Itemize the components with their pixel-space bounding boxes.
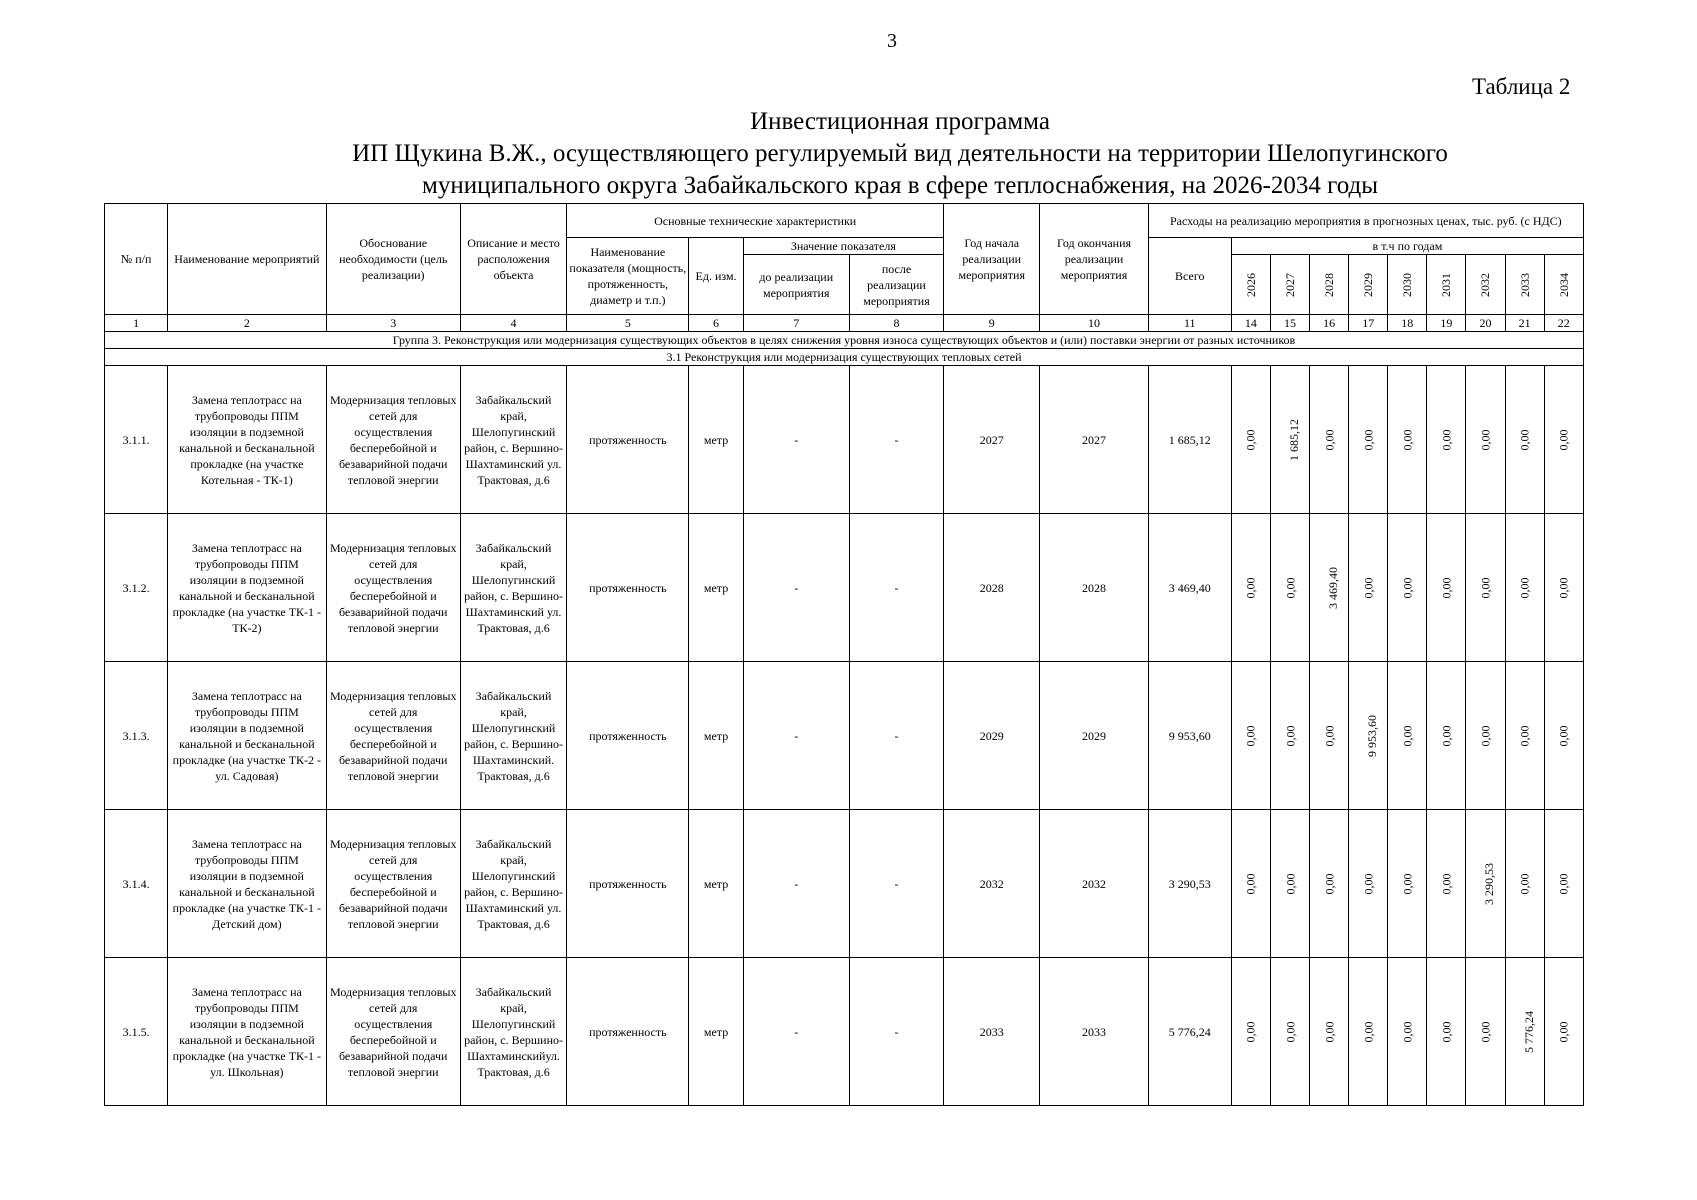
year-cost-cell	[1544, 366, 1583, 514]
year-cost-cell	[1466, 662, 1505, 810]
total-cost: 3 469,40	[1148, 514, 1231, 662]
header-year: 2029	[1349, 255, 1388, 315]
unit: метр	[689, 662, 743, 810]
total-cost: 3 290,53	[1148, 810, 1231, 958]
year-cost: 0,00	[1439, 725, 1454, 746]
year-cost: 0,00	[1478, 577, 1493, 598]
measure-place: Забайкальский край, Шелопугинский район, с. Вершино-Шахтаминскийул. Трактовая, д.6	[460, 958, 566, 1106]
indicator-name: протяженность	[567, 810, 689, 958]
header-year: 2027	[1270, 255, 1309, 315]
year-cost: 0,00	[1361, 429, 1376, 450]
year-cost-cell	[1544, 810, 1583, 958]
year-cost-cell	[1427, 810, 1466, 958]
year-cost-cell	[1505, 366, 1544, 514]
year-cost-cell	[1310, 366, 1349, 514]
year-cost: 0,00	[1439, 577, 1454, 598]
year-cost: 0,00	[1322, 1021, 1337, 1042]
year-cost-cell	[1349, 514, 1388, 662]
index-cell: 17	[1349, 315, 1388, 332]
year-cost-cell	[1544, 662, 1583, 810]
year-cost: 0,00	[1243, 725, 1258, 746]
year-cost: 0,00	[1517, 725, 1532, 746]
start-year: 2032	[944, 810, 1040, 958]
year-cost: 0,00	[1400, 873, 1415, 894]
year-cost-cell	[1231, 366, 1270, 514]
end-year: 2029	[1040, 662, 1148, 810]
year-cost-cell	[1388, 810, 1427, 958]
indicator-name: протяженность	[567, 366, 689, 514]
year-cost-cell	[1505, 514, 1544, 662]
index-cell: 6	[689, 315, 743, 332]
year-cost-cell	[1427, 958, 1466, 1106]
value-after: -	[849, 662, 943, 810]
year-cost: 0,00	[1556, 1021, 1571, 1042]
year-cost: 0,00	[1283, 577, 1297, 598]
year-cost-cell	[1427, 366, 1466, 514]
year-cost: 0,00	[1243, 577, 1258, 598]
year-cost: 0,00	[1361, 873, 1376, 894]
indicator-name: протяженность	[567, 958, 689, 1106]
total-cost: 5 776,24	[1148, 958, 1231, 1106]
index-cell: 21	[1505, 315, 1544, 332]
header-end: Год окончания реализации мероприятия	[1040, 204, 1148, 315]
year-cost: 0,00	[1478, 1021, 1493, 1042]
year-cost: 0,00	[1517, 873, 1532, 894]
header-tech: Основные технические характеристики	[567, 204, 944, 238]
header-reason: Обоснование необходимости (цель реализации)	[326, 204, 460, 315]
unit: метр	[689, 958, 743, 1106]
year-cost-cell	[1466, 810, 1505, 958]
measure-name: Замена теплотрасс на трубопроводы ППМ изоляции в подземной канальной и бесканальной прокладке (на участке ТК-2 - ул. Садовая)	[168, 662, 326, 810]
year-cost: 0,00	[1478, 429, 1493, 450]
header-place: Описание и место расположения объекта	[460, 204, 566, 315]
year-cost: 0,00	[1517, 577, 1532, 598]
value-before: -	[743, 958, 849, 1106]
year-cost-cell	[1505, 810, 1544, 958]
measure-place: Забайкальский край, Шелопугинский район, с. Вершино-Шахтаминский ул. Трактовая, д.6	[460, 810, 566, 958]
year-cost: 0,00	[1517, 429, 1532, 450]
index-cell: 5	[567, 315, 689, 332]
year-cost-cell	[1427, 662, 1466, 810]
measure-name: Замена теплотрасс на трубопроводы ППМ изоляции в подземной канальной и бесканальной прокладке (на участке ТК-1 - ул. Школьная)	[168, 958, 326, 1106]
index-cell: 1	[105, 315, 168, 332]
year-cost-cell	[1270, 662, 1309, 810]
year-cost-cell	[1544, 514, 1583, 662]
index-cell: 15	[1270, 315, 1309, 332]
table-row	[105, 810, 1584, 958]
year-cost-cell	[1427, 514, 1466, 662]
year-cost: 0,00	[1243, 873, 1258, 894]
year-cost-cell	[1231, 514, 1270, 662]
year-cost: 0,00	[1556, 429, 1571, 450]
year-cost-cell	[1349, 662, 1388, 810]
measure-reason: Модернизация тепловых сетей для осуществления бесперебойной и безаварийной подачи тепловой энергии	[326, 662, 460, 810]
unit: метр	[689, 810, 743, 958]
row-number: 3.1.2.	[105, 514, 168, 662]
index-cell: 9	[944, 315, 1040, 332]
unit: метр	[689, 514, 743, 662]
year-cost: 0,00	[1439, 429, 1454, 450]
index-cell: 19	[1427, 315, 1466, 332]
header-total: Всего	[1148, 238, 1231, 315]
header-after: после реализации мероприятия	[849, 255, 943, 315]
year-cost: 0,00	[1283, 873, 1297, 894]
value-after: -	[849, 810, 943, 958]
year-cost-cell	[1505, 662, 1544, 810]
value-after: -	[849, 366, 943, 514]
year-cost: 0,00	[1400, 429, 1415, 450]
end-year: 2033	[1040, 958, 1148, 1106]
year-cost-cell	[1388, 514, 1427, 662]
header-year: 2028	[1310, 255, 1349, 315]
measure-place: Забайкальский край, Шелопугинский район, с. Вершино-Шахтаминский. Трактовая, д.6	[460, 662, 566, 810]
header-before: до реализации мероприятия	[743, 255, 849, 315]
year-cost-cell	[1270, 810, 1309, 958]
year-cost: 0,00	[1556, 577, 1571, 598]
row-number: 3.1.3.	[105, 662, 168, 810]
year-cost-cell	[1349, 958, 1388, 1106]
header-name: Наименование мероприятий	[168, 204, 326, 315]
header-year: 2026	[1231, 255, 1270, 315]
index-cell: 8	[849, 315, 943, 332]
index-cell: 16	[1310, 315, 1349, 332]
year-cost: 0,00	[1439, 873, 1454, 894]
year-cost-cell	[1505, 958, 1544, 1106]
index-cell: 4	[460, 315, 566, 332]
index-cell: 20	[1466, 315, 1505, 332]
measure-name: Замена теплотрасс на трубопроводы ППМ изоляции в подземной канальной и бесканальной прокладке (на участке ТК-1 - Детский дом)	[168, 810, 326, 958]
year-cost-cell	[1466, 366, 1505, 514]
header-start: Год начала реализации мероприятия	[944, 204, 1040, 315]
unit: метр	[689, 366, 743, 514]
value-before: -	[743, 514, 849, 662]
header-costs: Расходы на реализацию мероприятия в прогнозных ценах, тыс. руб. (с НДС)	[1148, 204, 1583, 238]
row-number: 3.1.5.	[105, 958, 168, 1106]
year-cost-cell	[1349, 810, 1388, 958]
year-cost: 0,00	[1283, 1021, 1297, 1042]
start-year: 2033	[944, 958, 1040, 1106]
year-cost: 0,00	[1361, 577, 1376, 598]
year-cost: 0,00	[1322, 429, 1337, 450]
start-year: 2028	[944, 514, 1040, 662]
total-cost: 1 685,12	[1148, 366, 1231, 514]
header-year: 2033	[1505, 255, 1544, 315]
year-cost: 0,00	[1322, 873, 1337, 894]
year-cost: 0,00	[1243, 429, 1258, 450]
group-heading: Группа 3. Реконструкция или модернизация существующих объектов в целях снижения уровня износа существующих объектов и (или) поставки энергии от разных источников	[105, 332, 1584, 349]
end-year: 2032	[1040, 810, 1148, 958]
title-line-3: муниципального округа Забайкальского края в сфере теплоснабжения, на 2026-2034 годы	[422, 172, 1378, 199]
title-line-1: Инвестиционная программа	[750, 108, 1050, 135]
year-cost-cell	[1544, 958, 1583, 1106]
year-cost: 0,00	[1400, 725, 1415, 746]
year-cost-cell	[1310, 514, 1349, 662]
header-year: 2030	[1388, 255, 1427, 315]
measure-reason: Модернизация тепловых сетей для осуществления бесперебойной и безаварийной подачи тепловой энергии	[326, 810, 460, 958]
year-cost: 5 776,24	[1521, 1010, 1536, 1053]
year-cost: 0,00	[1322, 725, 1337, 746]
measure-reason: Модернизация тепловых сетей для осуществления бесперебойной и безаварийной подачи тепловой энергии	[326, 366, 460, 514]
year-cost-cell	[1270, 514, 1309, 662]
year-cost-cell	[1270, 366, 1309, 514]
document-title	[130, 106, 1670, 202]
value-after: -	[849, 958, 943, 1106]
header-by-years: в т.ч по годам	[1231, 238, 1583, 255]
year-cost-cell	[1349, 366, 1388, 514]
year-cost-cell	[1466, 958, 1505, 1106]
title-line-2: ИП Щукина В.Ж., осуществляющего регулируемый вид деятельности на территории Шелопугинского	[352, 140, 1448, 167]
year-cost-cell	[1310, 662, 1349, 810]
index-cell: 14	[1231, 315, 1270, 332]
table-row	[105, 958, 1584, 1106]
index-cell: 7	[743, 315, 849, 332]
year-cost: 0,00	[1478, 725, 1493, 746]
year-cost: 9 953,60	[1365, 714, 1380, 757]
index-cell: 11	[1148, 315, 1231, 332]
table-row	[105, 366, 1584, 514]
year-cost-cell	[1388, 662, 1427, 810]
end-year: 2028	[1040, 514, 1148, 662]
value-before: -	[743, 366, 849, 514]
end-year: 2027	[1040, 366, 1148, 514]
year-cost: 0,00	[1361, 1021, 1376, 1042]
year-cost: 3 469,40	[1326, 566, 1341, 609]
header-year: 2032	[1466, 255, 1505, 315]
index-cell: 10	[1040, 315, 1148, 332]
index-row	[105, 315, 1584, 332]
year-cost-cell	[1231, 958, 1270, 1106]
year-cost: 0,00	[1556, 873, 1571, 894]
indicator-name: протяженность	[567, 514, 689, 662]
year-cost: 0,00	[1283, 725, 1297, 746]
value-before: -	[743, 810, 849, 958]
measure-name: Замена теплотрасс на трубопроводы ППМ изоляции в подземной канальной и бесканальной прокладке (на участке Котельная - ТК-1)	[168, 366, 326, 514]
year-cost-cell	[1310, 958, 1349, 1106]
header-unit: Ед. изм.	[689, 238, 743, 315]
start-year: 2029	[944, 662, 1040, 810]
measure-reason: Модернизация тепловых сетей для осуществления бесперебойной и безаварийной подачи тепловой энергии	[326, 958, 460, 1106]
subgroup-heading: 3.1 Реконструкция или модернизация существующих тепловых сетей	[105, 349, 1584, 366]
header-npp: № п/п	[105, 204, 168, 315]
measure-place: Забайкальский край, Шелопугинский район, с. Вершино-Шахтаминский ул. Трактовая, д.6	[460, 366, 566, 514]
year-cost: 0,00	[1400, 577, 1415, 598]
year-cost-cell	[1231, 810, 1270, 958]
header-year: 2034	[1544, 255, 1583, 315]
measure-place: Забайкальский край, Шелопугинский район, с. Вершино-Шахтаминский ул. Трактовая, д.6	[460, 514, 566, 662]
year-cost: 1 685,12	[1286, 418, 1301, 461]
header-indicator: Наименование показателя (мощность, протяженность, диаметр и т.п.)	[567, 238, 689, 315]
year-cost: 0,00	[1243, 1021, 1258, 1042]
index-cell: 18	[1388, 315, 1427, 332]
row-number: 3.1.4.	[105, 810, 168, 958]
year-cost-cell	[1388, 958, 1427, 1106]
index-cell: 22	[1544, 315, 1583, 332]
table-label: Таблица 2	[1472, 74, 1571, 99]
year-cost-cell	[1388, 366, 1427, 514]
table-row	[105, 514, 1584, 662]
year-cost: 3 290,53	[1482, 862, 1497, 905]
year-cost-cell	[1231, 662, 1270, 810]
year-cost: 0,00	[1439, 1021, 1454, 1042]
investment-table	[104, 203, 1584, 1106]
year-cost-cell	[1466, 514, 1505, 662]
total-cost: 9 953,60	[1148, 662, 1231, 810]
table-row	[105, 662, 1584, 810]
year-cost: 0,00	[1556, 725, 1571, 746]
header-value: Значение показателя	[743, 238, 944, 255]
year-cost-cell	[1310, 810, 1349, 958]
value-before: -	[743, 662, 849, 810]
index-cell: 3	[326, 315, 460, 332]
measure-name: Замена теплотрасс на трубопроводы ППМ изоляции в подземной канальной и бесканальной прокладке (на участке ТК-1 - ТК-2)	[168, 514, 326, 662]
value-after: -	[849, 514, 943, 662]
year-cost: 0,00	[1400, 1021, 1415, 1042]
measure-reason: Модернизация тепловых сетей для осуществления бесперебойной и безаварийной подачи тепловой энергии	[326, 514, 460, 662]
year-cost-cell	[1270, 958, 1309, 1106]
page-number: 3	[887, 30, 897, 52]
row-number: 3.1.1.	[105, 366, 168, 514]
indicator-name: протяженность	[567, 662, 689, 810]
start-year: 2027	[944, 366, 1040, 514]
header-year: 2031	[1427, 255, 1466, 315]
index-cell: 2	[168, 315, 326, 332]
